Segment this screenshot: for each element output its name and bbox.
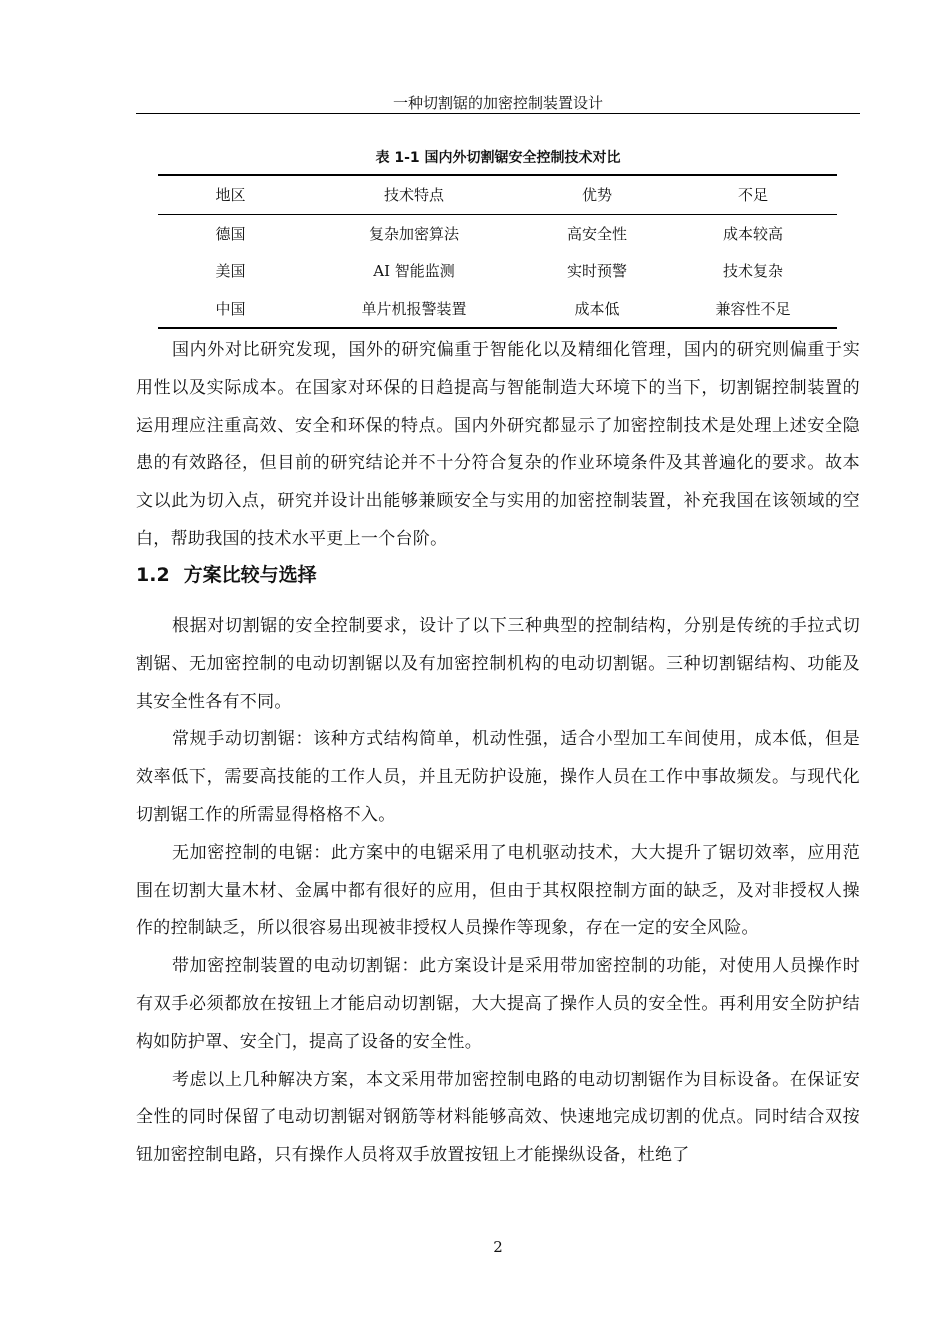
table-cell: 单片机报警装置 bbox=[361, 300, 467, 319]
table-cell: 实时预警 bbox=[566, 262, 627, 281]
table-cell: 复杂加密算法 bbox=[368, 224, 459, 243]
table-cell: 成本低 bbox=[574, 300, 620, 319]
paragraph: 无加密控制的电锯：此方案中的电锯采用了电机驱动技术，大大提升了锯切效率，应用范围在切割大量木材、金属中都有很好的应用，但由于其权限控制方面的缺乏，及对非授权人操作的控制缺乏，所以很容易出现被非授权人员操作等现象，存在一定的安全风险。 bbox=[136, 842, 860, 939]
table-cell: 高安全性 bbox=[566, 224, 627, 243]
column-header: 技术特点 bbox=[383, 186, 444, 205]
table-caption: 表 1-1 国内外切割锯安全控制技术对比 bbox=[375, 150, 621, 166]
table-cell: 成本较高 bbox=[722, 224, 783, 243]
paragraph: 根据对切割锯的安全控制要求，设计了以下三种典型的控制结构，分别是传统的手拉式切割锯、无加密控制的电动切割锯以及有加密控制机构的电动切割锯。三种切割锯结构、功能及其安全性各有不同。 bbox=[136, 616, 860, 712]
page-number: 2 bbox=[493, 1238, 503, 1256]
body-text-before-section bbox=[136, 332, 860, 559]
body-text-after-section bbox=[136, 608, 860, 1175]
section-number: 1.2 bbox=[136, 564, 170, 586]
running-header: 一种切割锯的加密控制装置设计 bbox=[392, 94, 603, 112]
comparison-table bbox=[158, 174, 837, 329]
column-header: 不足 bbox=[737, 186, 768, 205]
table-row bbox=[158, 252, 837, 290]
section-heading bbox=[136, 560, 317, 587]
paragraph: 带加密控制装置的电动切割锯：此方案设计是采用带加密控制的功能，对使用人员操作时有双手必须都放在按钮上才能启动切割锯，大大提高了操作人员的安全性。再利用安全防护结构如防护罩、安全门，提高了设备的安全性。 bbox=[136, 956, 860, 1052]
paragraph: 常规手动切割锯：该种方式结构简单，机动性强，适合小型加工车间使用，成本低，但是效率低下，需要高技能的工作人员，并且无防护设施，操作人员在工作中事故频发。与现代化切割锯工作的所需显得格格不入。 bbox=[136, 729, 860, 825]
table-cell: AI 智能监测 bbox=[373, 262, 455, 281]
column-header: 优势 bbox=[581, 186, 612, 205]
paragraph: 国内外对比研究发现，国外的研究偏重于智能化以及精细化管理，国内的研究则偏重于实用性以及实际成本。在国家对环保的日趋提高与智能制造大环境下的当下，切割锯控制装置的运用理应注重高效、安全和环保的特点。国内外研究都显示了加密控制技术是处理上述安全隐患的有效路径，但目前的研究结论并不十分符合复杂的作业环境条件及其普遍化的要求。故本文以此为切入点，研究并设计出能够兼顾安全与实用的加密控制装置，补充我国在该领域的空白，帮助我国的技术水平更上一个台阶。 bbox=[136, 340, 860, 549]
table-header-row bbox=[158, 175, 837, 214]
table-cell: 美国 bbox=[215, 262, 246, 281]
table-cell: 德国 bbox=[215, 224, 246, 243]
table-cell: 兼容性不足 bbox=[715, 300, 791, 319]
table-row bbox=[158, 214, 837, 252]
section-title: 方案比较与选择 bbox=[183, 564, 317, 586]
table-row bbox=[158, 290, 837, 329]
table-cell: 中国 bbox=[215, 300, 246, 319]
header-rule bbox=[136, 113, 860, 114]
column-header: 地区 bbox=[215, 186, 246, 205]
paragraph: 考虑以上几种解决方案，本文采用带加密控制电路的电动切割锯作为目标设备。在保证安全性的同时保留了电动切割锯对钢筋等材料能够高效、快速地完成切割的优点。同时结合双按钮加密控制电路，只有操作人员将双手放置按钮上才能操纵设备，杜绝了 bbox=[136, 1069, 860, 1166]
table-cell: 技术复杂 bbox=[722, 262, 783, 281]
